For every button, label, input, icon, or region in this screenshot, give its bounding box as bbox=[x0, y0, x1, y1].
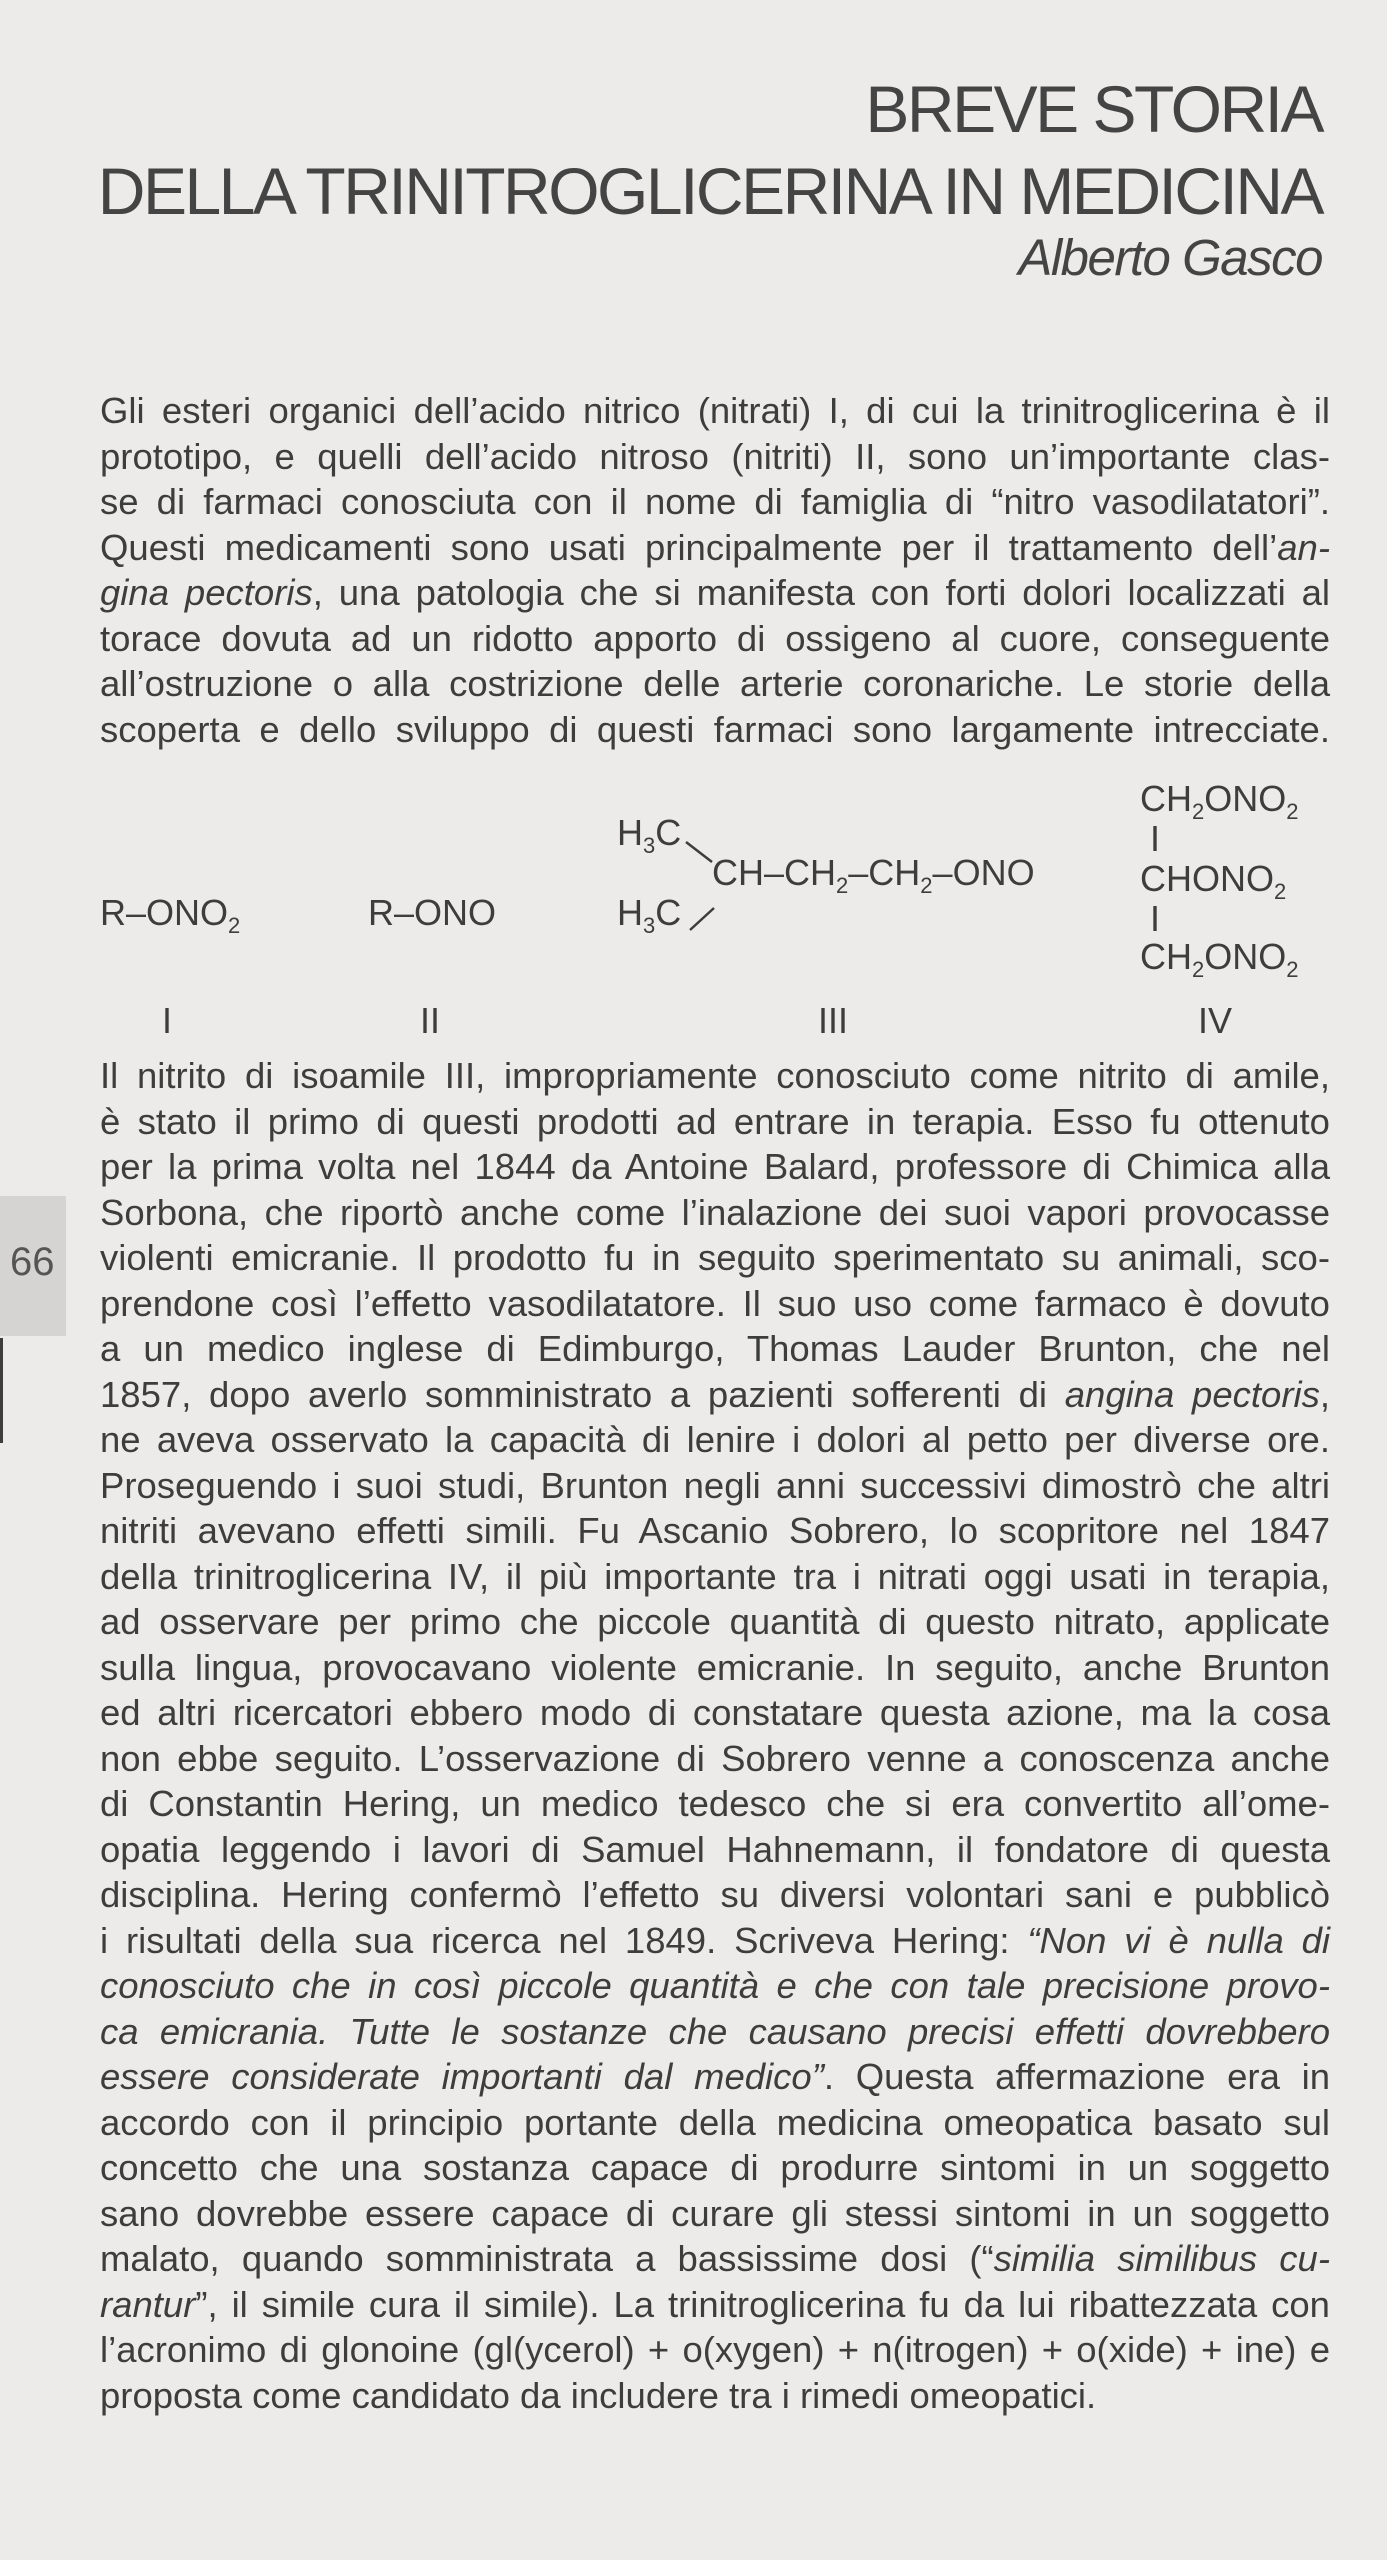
title-line-2: DELLA TRINITROGLICERINA IN MEDICINA bbox=[97, 154, 1322, 228]
text-line: ne aveva osservato la capacità di lenire i dolori al petto per diverse ore. bbox=[100, 1419, 1330, 1460]
page-number: 66 bbox=[10, 1240, 55, 1284]
text-line: nitriti avevano effetti simili. Fu Ascanio Sobrero, lo scopritore nel 1847 bbox=[100, 1510, 1330, 1551]
paragraph-history bbox=[100, 1053, 1330, 2418]
text-line: ad osservare per primo che piccole quantità di questo nitrato, applicate bbox=[100, 1601, 1330, 1642]
text-line: opatia leggendo i lavori di Samuel Hahnemann, il fondatore di questa bbox=[100, 1828, 1330, 1870]
text-line: i risultati della sua ricerca nel 1849. Scriveva Hering: “Non vi è nulla di bbox=[100, 1919, 1330, 1961]
book-page: BREVE STORIA DELLA TRINITROGLICERINA IN MEDICINA Alberto Gasco Gli esteri organici dell’acido nitrico (nitrati) I, di cui la trinitroglicerina è il prototipo, e quelli dell’acido nitroso (nitriti) II, sono un’importante clas- se di farmaci conosciuta con il nome di famiglia di “nitro vasodilatatori”. Questi medicamenti sono usati principalmente per il trattamento dell’an- gina pectoris, una patologia che si manifesta con forti dolori localizzati al torace dovuta ad un ridotto apporto di ossigeno al cuore, conseguente all’ostruzione o alla costrizione delle arterie coronariche. Le storie della scoperta e dello sviluppo di questi farmaci sono largamente intrecciate. $R-ONO_2$ R–ONO $H_3C$ $H_3C$ $CH-CH_2-CH_2$–ONO $CH_2ONO_2$ I $CHONO_2$ I $CH_2ONO_2$ I II III IV Il nitrito di isoamile III, impropriamente conosciuto come nitrito di amile, è stato il primo di questi prodotti ad entrare in terapia. Esso fu ottenuto per la prima volta nel 1844 da Antoine Balard, professore di Chimica alla Sorbona, che riportò anche come l’inalazione dei suoi vapori provocasse violenti emicranie. Il prodotto fu in seguito sperimentato su animali, sco- prendone così l’effetto vasodilatatore. Il suo uso come farmaco è dovuto a un medico inglese di Edimburgo, Thomas Lauder Brunton, che nel 1857, dopo averlo somministrato a pazienti sofferenti di angina pectoris, ne aveva osservato la capacità di lenire i dolori al petto per diverse ore. Proseguendo i suoi studi, Brunton negli anni successivi dimostrò che altri nitriti avevano effetti simili. Fu Ascanio Sobrero, lo scopritore nel 1847 della trinitroglicerina IV, il più importante tra i nitrati oggi usati in terapia, ad osservare per primo che piccole quantità di questo nitrato, applicate sulla lingua, provocavano violente emicranie. In seguito, anche Brunton ed altri ricercatori ebbero modo di constatare questa azione, ma la cosa non ebbe seguito. L’osservazione di Sobrero venne a conoscenza anche di Constantin Hering, un medico tedesco che si era convertito all’ome- opatia leggendo i lavori di Samuel Hahnemann, il fondatore di questa disciplina. Hering confermò l’effetto su diversi volontari sani e pubblicò i risultati della sua ricerca nel 1849. Scriveva Hering: “Non vi è nulla di conosciuto che in così piccole quantità e che con tale precisione provo- ca emicrania. Tutte le sostanze che causano precisi effetti dovrebbero essere considerate importanti dal medico”. Questa affermazione era in accordo con il principio portante della medicina omeopatica basato sul concetto che una sostanza capace di produrre sintomi in un soggetto sano dovrebbe essere capace di curare gli stessi sintomi in un soggetto malato, quando somministrata a bassissime dosi (“similia similibus cu- rantur”, il simile cura il simile). La trinitroglicerina fu da lui ribattezzata con l’acronimo di glonoine (gl(ycerol) + o(xygen) + n(itrogen) + o(xide) + ine) e proposta come candidato da includere tra i rimedi omeopatici. 66 bbox=[0, 0, 1387, 2560]
text-line: all’ostruzione o alla costrizione delle arterie coronariche. Le storie della bbox=[100, 663, 1330, 704]
text-line: se di farmaci conosciuta con il nome di famiglia di “nitro vasodilatatori”. bbox=[100, 481, 1330, 522]
text-line: ca emicrania. Tutte le sostanze che causano precisi effetti dovrebbero bbox=[100, 2010, 1330, 2052]
text-line: Sorbona, che riportò anche come l’inalazione dei suoi vapori provocasse bbox=[100, 1191, 1330, 1233]
text-line: Proseguendo i suoi studi, Brunton negli anni successivi dimostrò che altri bbox=[100, 1464, 1330, 1506]
text-line: conosciuto che in così piccole quantità e che con tale precisione provo- bbox=[100, 1965, 1330, 2006]
text-line: scoperta e dello sviluppo di questi farmaci sono largamente intrecciate. bbox=[100, 708, 1330, 750]
article-title bbox=[98, 68, 1322, 232]
text-line: prototipo, e quelli dell’acido nitroso (nitriti) II, sono un’importante clas- bbox=[100, 435, 1330, 477]
text-line: concetto che una sostanza capace di produrre sintomi in un soggetto bbox=[100, 2147, 1330, 2188]
formula-i: $R-ONO_2$ bbox=[100, 892, 241, 938]
label-iv: IV bbox=[1198, 1000, 1233, 1041]
text-line: Il nitrito di isoamile III, impropriamente conosciuto come nitrito di amile, bbox=[100, 1055, 1330, 1096]
text-line: Gli esteri organici dell’acido nitrico (nitrati) I, di cui la trinitroglicerina è il bbox=[100, 390, 1330, 431]
text-line: rantur”, il simile cura il simile). La trinitroglicerina fu da lui ribattezzata con bbox=[100, 2283, 1330, 2325]
text-line: 1857, dopo averlo somministrato a pazienti sofferenti di angina pectoris, bbox=[100, 1373, 1330, 1415]
text-line: non ebbe seguito. L’osservazione di Sobrero venne a conoscenza anche bbox=[100, 1737, 1330, 1779]
author-name: Alberto Gasco bbox=[1018, 229, 1322, 286]
label-i: I bbox=[162, 1000, 173, 1041]
title-line-1: BREVE STORIA bbox=[865, 72, 1322, 146]
text-line: Questi medicamenti sono usati principalmente per il trattamento dell’an- bbox=[100, 526, 1330, 568]
text-line: per la prima volta nel 1844 da Antoine Balard, professore di Chimica alla bbox=[100, 1146, 1330, 1187]
text-line: violenti emicranie. Il prodotto fu in seguito sperimentato su animali, sco- bbox=[100, 1237, 1330, 1278]
text-line: l’acronimo di glonoine (gl(ycerol) + o(xygen) + n(itrogen) + o(xide) + ine) e bbox=[100, 2329, 1330, 2370]
text-line: sano dovrebbe essere capace di curare gli stessi sintomi in un soggetto bbox=[100, 2192, 1330, 2234]
formula-ii: R–ONO bbox=[368, 892, 497, 933]
text-line: è stato il primo di questi prodotti ad entrare in terapia. Esso fu ottenuto bbox=[100, 1100, 1330, 1142]
text-line: ed altri ricercatori ebbero modo di constatare questa azione, ma la cosa bbox=[100, 1692, 1330, 1733]
text-line: a un medico inglese di Edimburgo, Thomas Lauder Brunton, che nel bbox=[100, 1328, 1330, 1369]
label-ii: II bbox=[420, 1000, 441, 1041]
text-line: proposta come candidato da includere tra i rimedi omeopatici. bbox=[100, 2374, 1097, 2416]
text-line: di Constantin Hering, un medico tedesco che si era convertito all’ome- bbox=[100, 1783, 1330, 1824]
text-line: accordo con il principio portante della medicina omeopatica basato sul bbox=[100, 2101, 1330, 2143]
text-line: essere considerate importanti dal medico”. Questa affermazione era in bbox=[100, 2056, 1330, 2097]
margin-rule bbox=[0, 1338, 3, 1443]
text-line: torace dovuta ad un ridotto apporto di ossigeno al cuore, conseguente bbox=[100, 617, 1330, 659]
text-line: malato, quando somministrata a bassissime dosi (“similia similibus cu- bbox=[100, 2238, 1330, 2279]
text-line: disciplina. Hering confermò l’effetto su diversi volontari sani e pubblicò bbox=[100, 1874, 1330, 1915]
text-line: gina pectoris, una patologia che si manifesta con forti dolori localizzati al bbox=[100, 572, 1330, 613]
paragraph-intro bbox=[100, 388, 1330, 752]
text-line: prendone così l’effetto vasodilatatore. Il suo uso come farmaco è dovuto bbox=[100, 1282, 1330, 1324]
text-line: della trinitroglicerina IV, il più importante tra i nitrati oggi usati in terapia, bbox=[100, 1555, 1330, 1597]
text-line: sulla lingua, provocavano violente emicranie. In seguito, anche Brunton bbox=[100, 1646, 1330, 1688]
label-iii: III bbox=[818, 1000, 849, 1041]
